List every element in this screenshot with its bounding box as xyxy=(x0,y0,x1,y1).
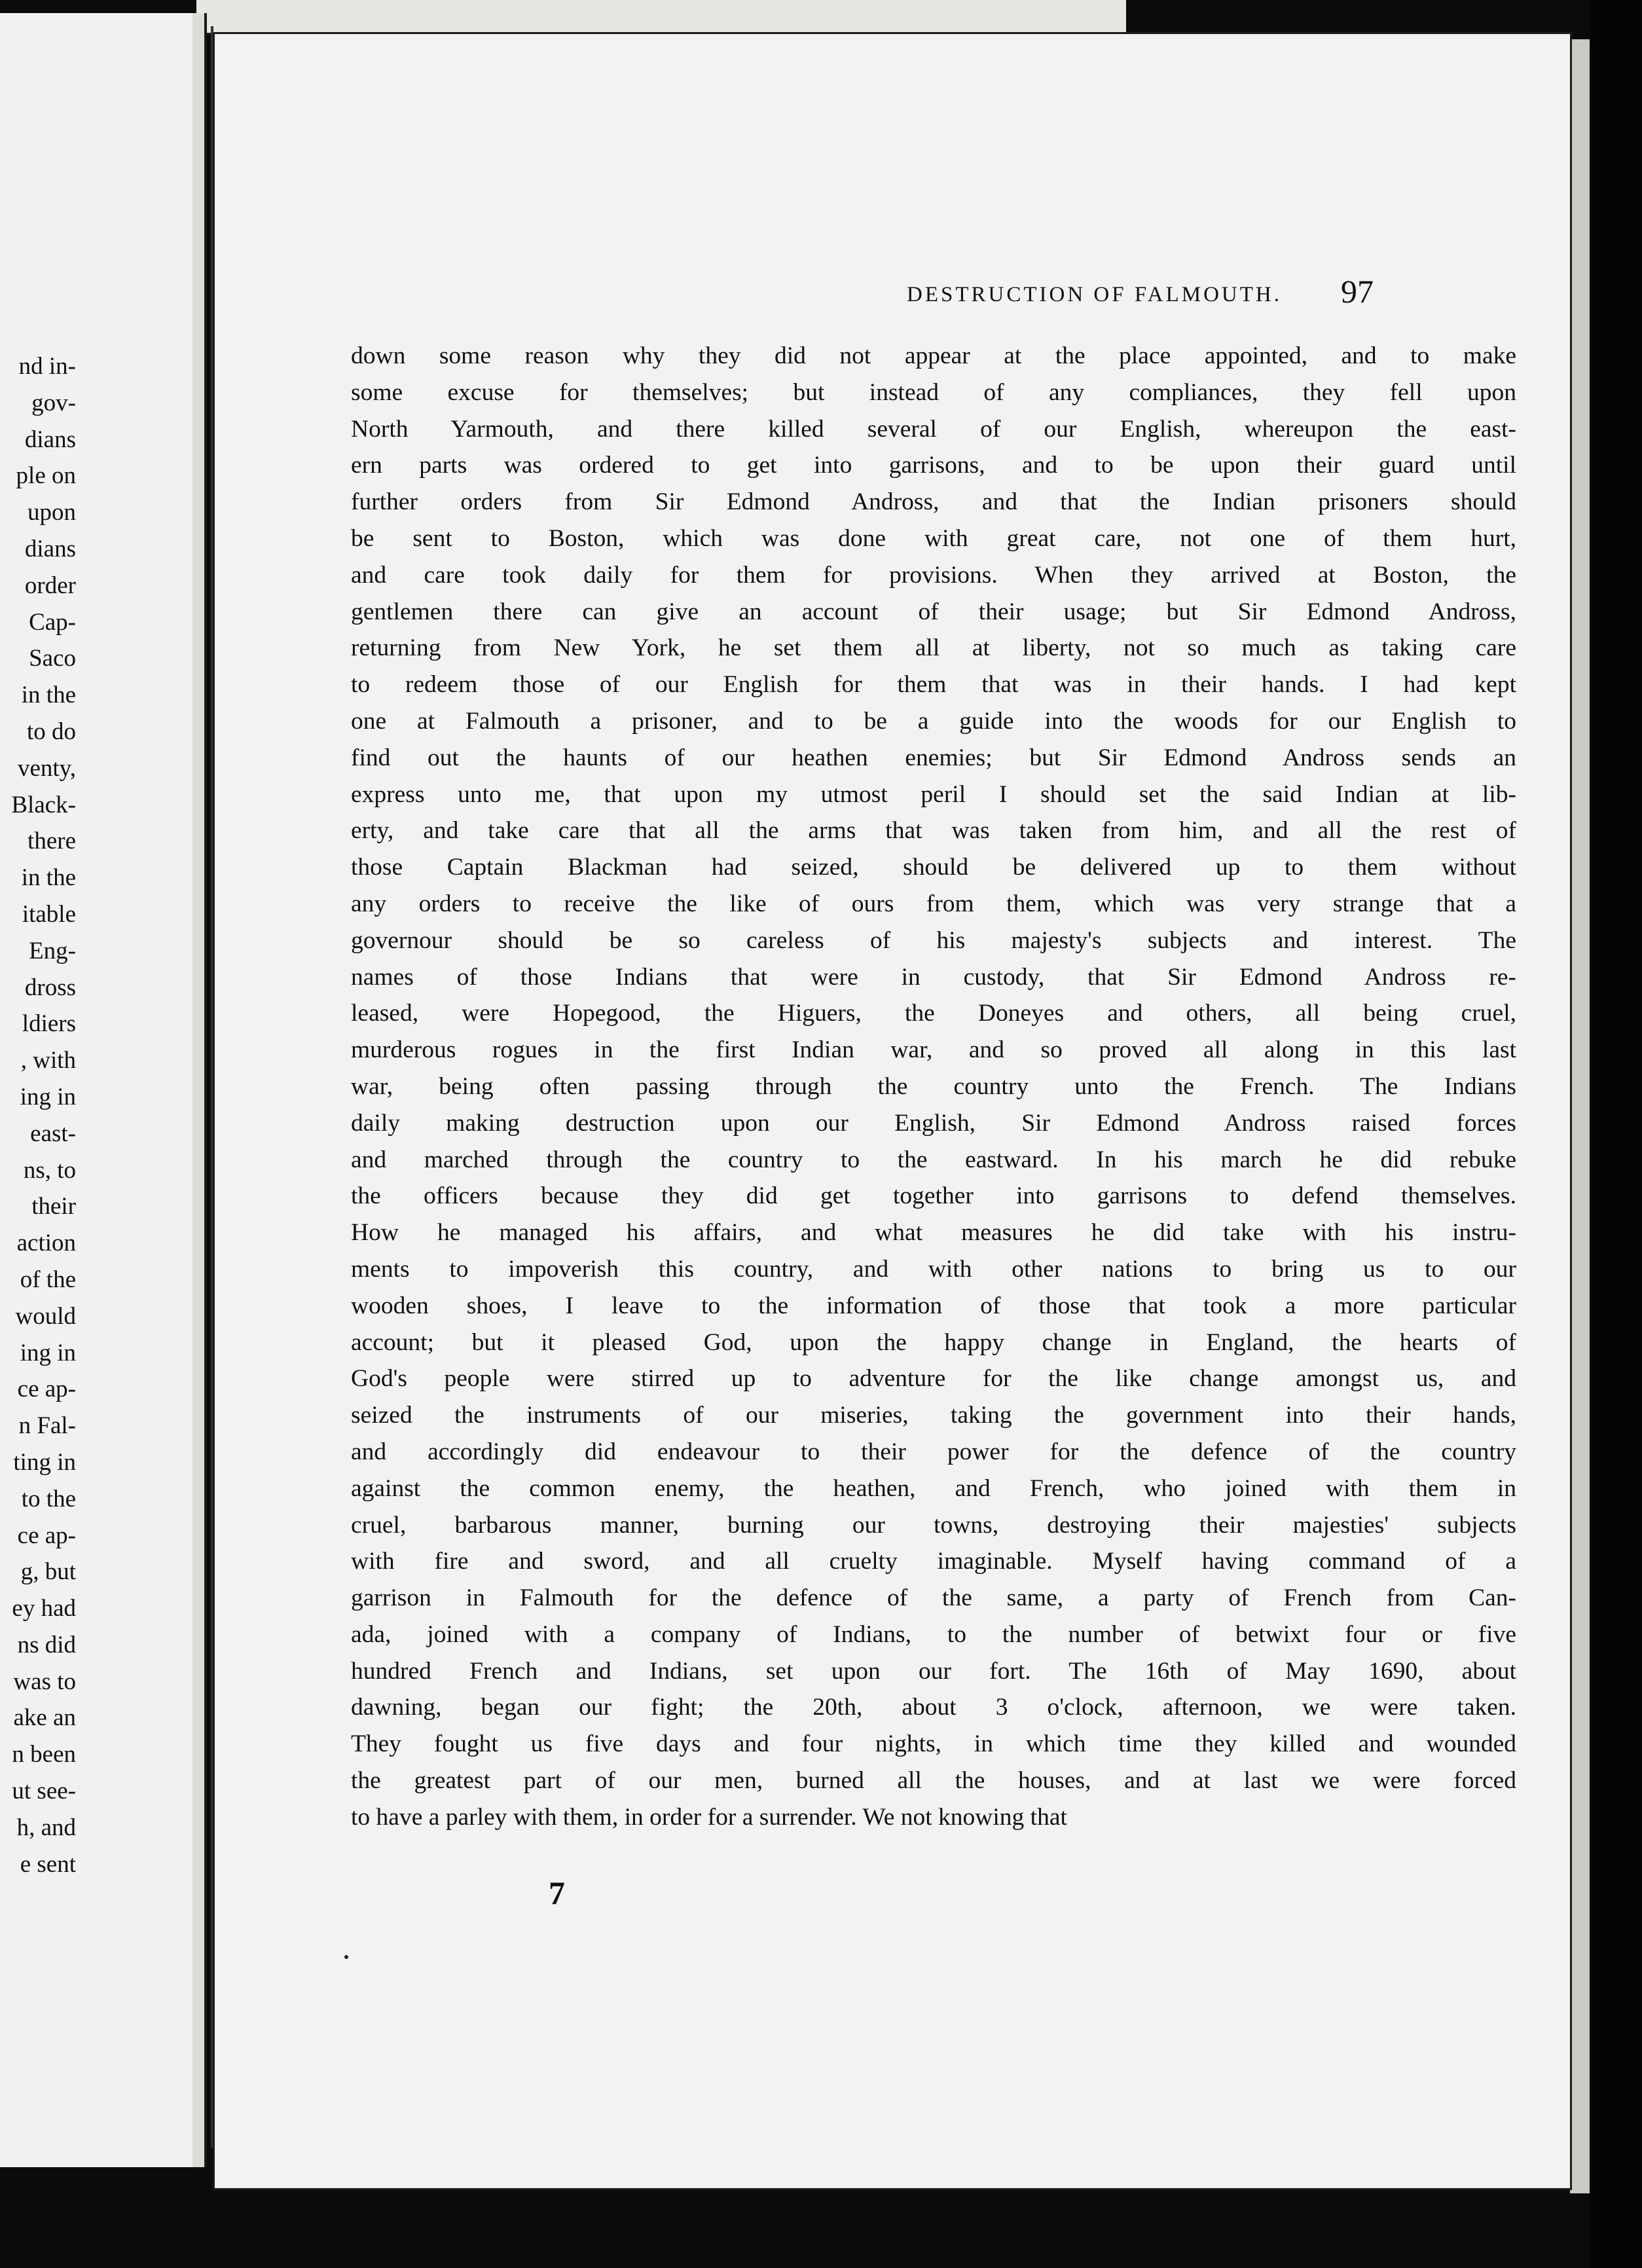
text-line: and accordingly did endeavour to their power for the defence of the country xyxy=(351,1438,1516,1465)
left-page-fragment: ldiers xyxy=(22,1010,76,1038)
text-line: the greatest part of our men, burned all the houses, and at last we were forced xyxy=(351,1767,1516,1795)
left-page-fragment: h, and xyxy=(16,1814,76,1841)
text-line: returning from New York, he set them all at liberty, not so much as taking care xyxy=(351,634,1516,662)
running-head: DESTRUCTION OF FALMOUTH. xyxy=(907,283,1282,306)
text-line: those Captain Blackman had seized, should be delivered up to them without xyxy=(351,854,1516,881)
text-line: daily making destruction upon our English, Sir Edmond Andross raised forces xyxy=(351,1109,1516,1137)
left-page-fragment: action xyxy=(16,1230,76,1257)
left-page-fragment: g, but xyxy=(20,1558,76,1586)
left-facing-page xyxy=(0,13,207,2167)
text-line: ada, joined with a company of Indians, to the number of betwixt four or five xyxy=(351,1620,1516,1648)
left-page-fragment: n been xyxy=(12,1741,76,1768)
ink-dot xyxy=(344,1955,348,1959)
left-page-fragment: east- xyxy=(30,1120,76,1147)
left-page-fragment: ake an xyxy=(13,1704,76,1732)
left-page-fragment: in the xyxy=(21,682,76,709)
text-line: find out the haunts of our heathen enemies; but Sir Edmond Andross sends an xyxy=(351,744,1516,771)
body-text xyxy=(351,338,1516,1836)
text-line: governour should be so careless of his majesty's subjects and interest. The xyxy=(351,926,1516,954)
left-page-fragment: ce ap- xyxy=(17,1376,76,1403)
left-page-fragment: gov- xyxy=(31,389,76,416)
left-page-fragment: ing in xyxy=(20,1339,76,1366)
text-line: seized the instruments of our miseries, taking the government into their hands, xyxy=(351,1402,1516,1429)
text-line: erty, and take care that all the arms that was taken from him, and all the rest of xyxy=(351,817,1516,845)
left-page-fragment: Saco xyxy=(29,645,76,672)
left-page-fragment: ut see- xyxy=(12,1778,76,1805)
text-line: to have a parley with them, in order for a surrender. We not knowing that xyxy=(351,1803,1067,1831)
left-page-fragment: ce ap- xyxy=(17,1522,76,1549)
text-line: ments to impoverish this country, and with other nations to bring us to our xyxy=(351,1255,1516,1283)
text-line: hundred French and Indians, set upon our fort. The 16th of May 1690, about xyxy=(351,1657,1516,1685)
text-line: the officers because they did get together into garrisons to defend themselves. xyxy=(351,1182,1516,1210)
top-page-edge xyxy=(196,0,1126,35)
text-line: They fought us five days and four nights, in which time they killed and wounded xyxy=(351,1730,1516,1758)
text-line: further orders from Sir Edmond Andross, and that the Indian prisoners should xyxy=(351,488,1516,516)
left-page-fragment: Cap- xyxy=(29,608,76,636)
left-page-fragment: ns did xyxy=(17,1631,76,1658)
text-line: ern parts was ordered to get into garrisons, and to be upon their guard until xyxy=(351,452,1516,479)
left-page-fragment: there xyxy=(27,828,76,855)
signature-mark: 7 xyxy=(549,1875,565,1911)
left-page-fragment: would xyxy=(15,1302,76,1330)
left-page-fragment: to the xyxy=(21,1485,76,1512)
left-page-fragment: ple on xyxy=(16,462,76,490)
left-page-fragment: venty, xyxy=(17,754,76,782)
text-line: one at Falmouth a prisoner, and to be a guide into the woods for our English to xyxy=(351,707,1516,735)
left-page-gutter-strip xyxy=(192,13,204,2167)
left-page-fragment: Black- xyxy=(11,791,76,818)
left-page-fragment: their xyxy=(31,1193,76,1220)
text-line: garrison in Falmouth for the defence of the same, a party of French from Can- xyxy=(351,1584,1516,1612)
text-line: be sent to Boston, which was done with great care, not one of them hurt, xyxy=(351,524,1516,552)
left-page-fragment: was to xyxy=(13,1668,76,1695)
left-page-fragment: , with xyxy=(20,1047,76,1074)
left-page-fragment: in the xyxy=(21,864,76,892)
left-page-fragment: order xyxy=(24,572,76,599)
left-page-fragment: of the xyxy=(20,1266,76,1293)
right-page xyxy=(215,34,1570,2188)
left-page-text-fragments xyxy=(11,348,76,1882)
text-line: against the common enemy, the heathen, and French, who joined with them in xyxy=(351,1474,1516,1502)
page-number: 97 xyxy=(1341,273,1374,310)
text-line: down some reason why they did not appear at the place appointed, and to make xyxy=(351,342,1516,369)
text-line: account; but it pleased God, upon the happy change in England, the hearts of xyxy=(351,1328,1516,1356)
left-page-fragment: ey had xyxy=(12,1595,76,1622)
text-line: dawning, began our fight; the 20th, about 3 o'clock, afternoon, we were taken. xyxy=(351,1694,1516,1721)
left-page-fragment: itable xyxy=(22,900,76,928)
left-page-fragment: dians xyxy=(24,426,76,453)
left-page-fragment: n Fal- xyxy=(18,1412,76,1440)
text-line: murderous rogues in the first Indian war, and so proved all along in this last xyxy=(351,1036,1516,1064)
text-line: wooden shoes, I leave to the information of those that took a more particular xyxy=(351,1292,1516,1319)
text-line: North Yarmouth, and there killed several of our English, whereupon the east- xyxy=(351,415,1516,443)
text-line: names of those Indians that were in custody, that Sir Edmond Andross re- xyxy=(351,963,1516,991)
scan-background-edge xyxy=(1590,0,1642,2268)
left-page-fragment: dross xyxy=(24,974,76,1001)
text-line: and marched through the country to the eastward. In his march he did rebuke xyxy=(351,1146,1516,1173)
text-line: gentlemen there can give an account of their usage; but Sir Edmond Andross, xyxy=(351,598,1516,625)
text-line: How he managed his affairs, and what measures he did take with his instru- xyxy=(351,1219,1516,1247)
left-page-fragment: ing in xyxy=(20,1083,76,1110)
text-line: some excuse for themselves; but instead of any compliances, they fell upon xyxy=(351,378,1516,406)
page-edge-shadow xyxy=(1570,39,1590,2193)
left-page-fragment: to do xyxy=(26,718,76,745)
left-page-fragment: e sent xyxy=(20,1850,76,1878)
text-line: express unto me, that upon my utmost peril I should set the said Indian at lib- xyxy=(351,780,1516,808)
text-line: any orders to receive the like of ours from them, which was very strange that a xyxy=(351,890,1516,917)
left-page-fragment: dians xyxy=(24,535,76,562)
text-line: God's people were stirred up to adventure for the like change amongst us, and xyxy=(351,1365,1516,1393)
left-page-fragment: Eng- xyxy=(29,937,76,964)
text-line: and care took daily for them for provisions. When they arrived at Boston, the xyxy=(351,561,1516,589)
text-line: war, being often passing through the country unto the French. The Indians xyxy=(351,1072,1516,1100)
left-page-fragment: ting in xyxy=(13,1448,76,1476)
text-line: to redeem those of our English for them that was in their hands. I had kept xyxy=(351,671,1516,699)
book-gutter xyxy=(211,26,213,2148)
left-page-fragment: nd in- xyxy=(18,353,76,380)
text-line: leased, were Hopegood, the Higuers, the Doneyes and others, all being cruel, xyxy=(351,1000,1516,1027)
text-line: with fire and sword, and all cruelty imaginable. Myself having command of a xyxy=(351,1548,1516,1575)
left-page-fragment: upon xyxy=(27,499,76,526)
text-line: cruel, barbarous manner, burning our towns, destroying their majesties' subjects xyxy=(351,1511,1516,1539)
left-page-fragment: ns, to xyxy=(23,1156,76,1184)
